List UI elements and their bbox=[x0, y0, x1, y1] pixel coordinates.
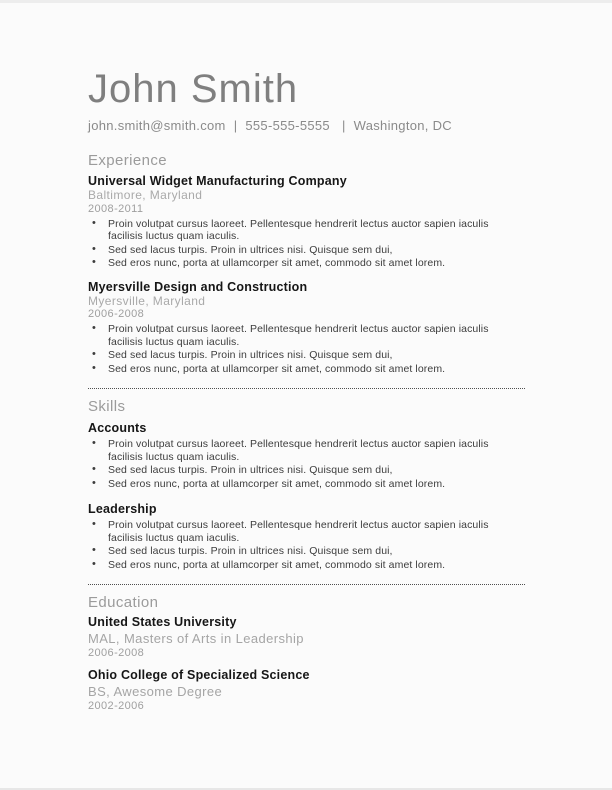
section-experience bbox=[88, 152, 525, 375]
experience-entry bbox=[88, 280, 525, 376]
section-divider bbox=[88, 388, 525, 389]
bullet-list bbox=[88, 438, 525, 490]
skill-title: Leadership bbox=[88, 502, 157, 516]
company-name: Myersville Design and Construction bbox=[88, 279, 308, 294]
contact-phone: 555-555-5555 bbox=[245, 118, 330, 133]
job-dates: 2006-2008 bbox=[88, 308, 145, 320]
section-education bbox=[88, 594, 525, 712]
skill-title: Accounts bbox=[88, 421, 147, 435]
experience-heading: Experience bbox=[88, 152, 168, 169]
resume-header bbox=[88, 67, 525, 134]
bullet-item: • Sed sed lacus turpis. Proin in ultrices nisi. Quisque sem dui, bbox=[88, 464, 525, 477]
job-dates: 2008-2011 bbox=[88, 202, 144, 215]
contact-location: Washington, DC bbox=[353, 118, 452, 133]
bullet-item: • Sed eros nunc, porta at ullamcorper sit amet, commodo sit amet lorem. bbox=[88, 559, 525, 572]
bullet-list bbox=[88, 519, 525, 571]
school-name: United States University bbox=[88, 615, 237, 629]
bullet-item: • Sed eros nunc, porta at ullamcorper sit amet, commodo sit amet lorem. bbox=[88, 257, 525, 270]
bullet-list bbox=[88, 218, 525, 270]
bullet-item: • Sed eros nunc, porta at ullamcorper sit amet, commodo sit amet lorem. bbox=[88, 478, 525, 491]
experience-entry bbox=[88, 174, 525, 270]
bullet-item: • Proin volutpat cursus laoreet. Pellentesque hendrerit lectus auctor sapien iaculis facilisis luctus quam iaculis. bbox=[88, 218, 525, 243]
bullet-item: • Proin volutpat cursus laoreet. Pellentesque hendrerit lectus auctor sapien iaculis facilisis luctus quam iaculis. bbox=[88, 519, 525, 544]
education-dates: 2002-2006 bbox=[88, 700, 145, 712]
candidate-name: John Smith bbox=[88, 67, 299, 111]
contact-divider: | bbox=[233, 118, 238, 133]
education-dates: 2006-2008 bbox=[88, 647, 145, 659]
skill-group bbox=[88, 421, 525, 490]
degree: BS, Awesome Degree bbox=[88, 684, 223, 699]
bullet-item: • Sed sed lacus turpis. Proin in ultrices nisi. Quisque sem dui, bbox=[88, 545, 525, 558]
degree: MAL, Masters of Arts in Leadership bbox=[88, 631, 304, 646]
bullet-item: • Sed eros nunc, porta at ullamcorper sit amet, commodo sit amet lorem. bbox=[88, 363, 525, 376]
school-name: Ohio College of Specialized Science bbox=[88, 668, 310, 682]
education-entry bbox=[88, 668, 525, 712]
bullet-item: • Sed sed lacus turpis. Proin in ultrices nisi. Quisque sem dui, bbox=[88, 244, 525, 257]
contact-email: john.smith@smith.com bbox=[88, 118, 226, 133]
contact-divider: | bbox=[341, 118, 346, 133]
bullet-item: • Proin volutpat cursus laoreet. Pellentesque hendrerit lectus auctor sapien iaculis facilisis luctus quam iaculis. bbox=[88, 438, 525, 463]
job-location: Myersville, Maryland bbox=[88, 293, 206, 308]
company-name: Universal Widget Manufacturing Company bbox=[88, 174, 347, 188]
bullet-item: • Proin volutpat cursus laoreet. Pellentesque hendrerit lectus auctor sapien iaculis facilisis luctus quam iaculis. bbox=[88, 323, 525, 348]
education-heading: Education bbox=[88, 594, 159, 611]
contact-line bbox=[88, 118, 525, 134]
skills-heading: Skills bbox=[88, 398, 126, 415]
job-location: Baltimore, Maryland bbox=[88, 188, 203, 202]
bullet-item: • Sed sed lacus turpis. Proin in ultrices nisi. Quisque sem dui, bbox=[88, 349, 525, 362]
section-divider bbox=[88, 584, 525, 585]
skill-group bbox=[88, 502, 525, 571]
section-skills bbox=[88, 398, 525, 571]
education-entry bbox=[88, 615, 525, 659]
bullet-list bbox=[88, 323, 525, 375]
